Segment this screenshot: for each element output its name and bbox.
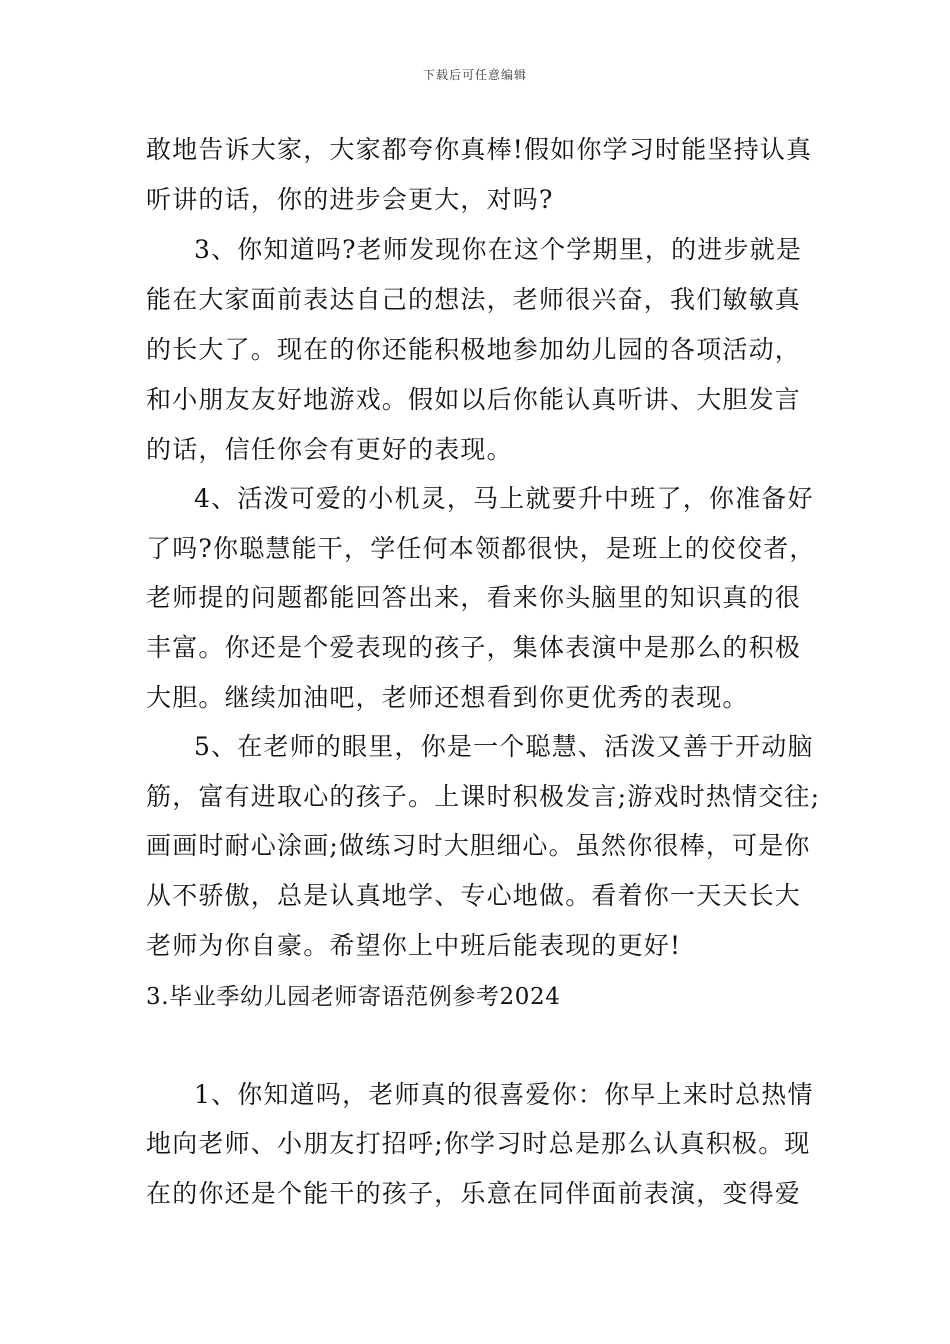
text-line: 从不骄傲，总是认真地学、专心地做。看着你一天天长大 [146, 881, 802, 910]
text-line: 了吗?你聪慧能干，学任何本领都很快，是班上的佼佼者， [146, 534, 816, 563]
page-header: 下载后可任意编辑 [422, 68, 527, 82]
text-line: 的话，信任你会有更好的表现。 [146, 435, 513, 464]
text-line: 和小朋友友好地游戏。假如以后你能认真听讲、大胆发言 [146, 385, 802, 414]
text-line: 丰富。你还是个爱表现的孩子，集体表演中是那么的积极 [146, 633, 802, 662]
text-line: 老师提的问题都能回答出来，看来你头脑里的知识真的很 [146, 583, 802, 612]
text-line: 地向老师、小朋友打招呼;你学习时总是那么认真积极。现 [146, 1129, 811, 1158]
text-line: 大胆。继续加油吧，老师还想看到你更优秀的表现。 [146, 683, 749, 712]
paragraph-start-line: 1、你知道吗，老师真的很喜爱你：你早上来时总热情 [194, 1080, 814, 1109]
text-line: 在的你还是个能干的孩子，乐意在同伴面前表演，变得爱 [146, 1179, 802, 1208]
paragraph-start-line: 3、你知道吗?老师发现你在这个学期里，的进步就是 [194, 235, 803, 264]
text-line: 能在大家面前表达自己的想法，老师很兴奋，我们敏敏真 [146, 285, 802, 314]
section-heading: 3.毕业季幼儿园老师寄语范例参考2024 [146, 984, 561, 1010]
text-line: 画画时耐心涂画;做练习时大胆细心。虽然你很棒，可是你 [146, 831, 811, 860]
text-line: 老师为你自豪。希望你上中班后能表现的更好! [146, 931, 682, 960]
paragraph-start-line: 5、在老师的眼里，你是一个聪慧、活泼又善于开动脑 [194, 732, 814, 761]
text-line: 筋，富有进取心的孩子。上课时积极发言;游戏时热情交往; [146, 782, 821, 811]
text-line: 敢地告诉大家，大家都夸你真棒!假如你学习时能坚持认真 [146, 135, 813, 164]
text-line: 的长大了。现在的你还能积极地参加幼儿园的各项活动， [146, 335, 802, 364]
text-line: 听讲的话，你的进步会更大，对吗? [146, 185, 554, 214]
paragraph-start-line: 4、活泼可爱的小机灵，马上就要升中班了，你准备好 [194, 484, 814, 513]
